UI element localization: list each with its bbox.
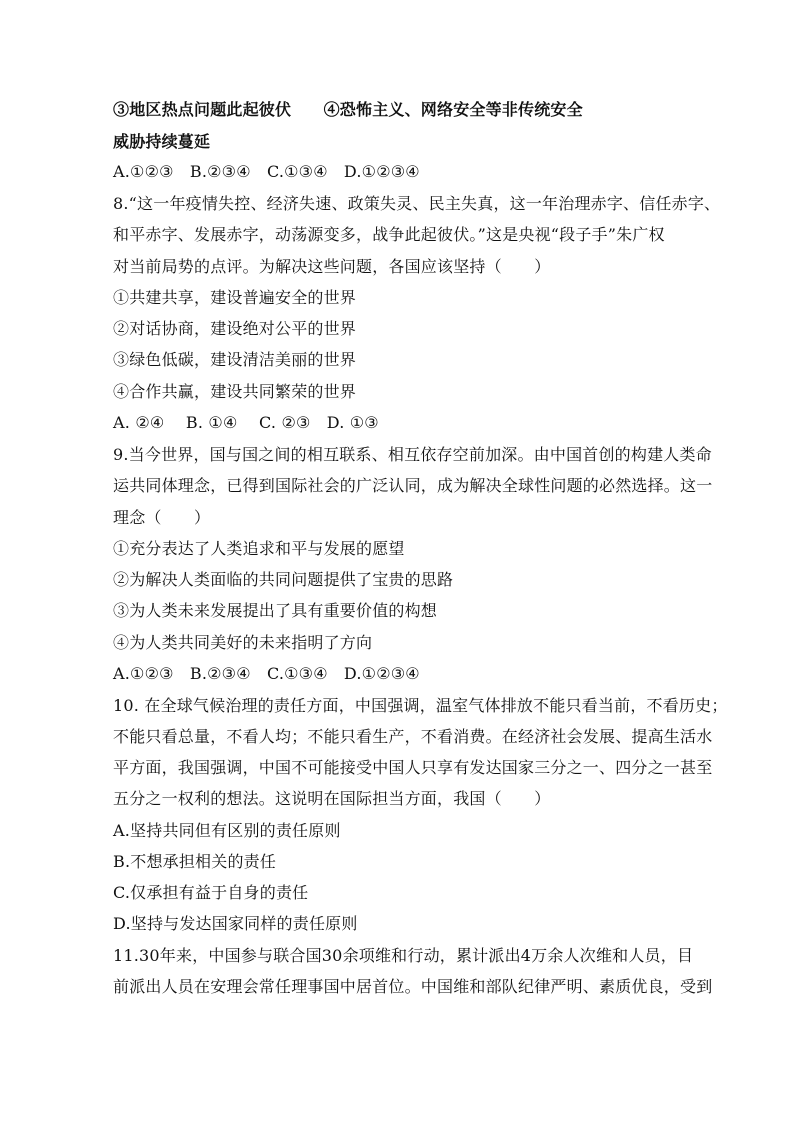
q8-option-1: ①共建共享，建设普遍安全的世界 bbox=[113, 288, 357, 307]
q8-option-2: ②对话协商，建设绝对公平的世界 bbox=[113, 319, 357, 338]
q10-option-b: B.不想承担相关的责任 bbox=[113, 852, 277, 871]
q8-option-3: ③绿色低碳，建设清洁美丽的世界 bbox=[113, 350, 357, 369]
q8-stem-line-3: 对当前局势的点评。为解决这些问题，各国应该坚持（ ） bbox=[113, 257, 551, 276]
q11-stem-line-1: 11.30年来，中国参与联合国30余项维和行动，累计派出4万余人次维和人员，目 bbox=[113, 946, 694, 965]
q9-option-3: ③为人类未来发展提出了具有重要价值的构想 bbox=[113, 601, 438, 620]
q9-option-4: ④为人类共同美好的未来指明了方向 bbox=[113, 633, 373, 652]
q7-option-line-3-4: ③地区热点问题此起彼伏 ④恐怖主义、网络安全等非传统安全 bbox=[113, 100, 583, 119]
q7-option-line-cont: 威胁持续蔓延 bbox=[113, 132, 211, 151]
q8-option-4: ④合作共赢，建设共同繁荣的世界 bbox=[113, 382, 357, 401]
q9-stem-line-1: 9.当今世界，国与国之间的相互联系、相互依存空前加深。由中国首创的构建人类命 bbox=[113, 445, 712, 464]
q9-answer-choices: A.①②③ B.②③④ C.①③④ D.①②③④ bbox=[113, 664, 420, 683]
q10-stem-line-2: 不能只看总量，不看人均；不能只看生产，不看消费。在经济社会发展、提高生活水 bbox=[113, 727, 713, 746]
q10-option-a: A.坚持共同但有区别的责任原则 bbox=[113, 821, 341, 840]
q7-answer-choices: A.①②③ B.②③④ C.①③④ D.①②③④ bbox=[113, 162, 420, 181]
q10-stem-line-4: 五分之一权利的想法。这说明在国际担当方面，我国（ ） bbox=[113, 789, 551, 808]
q10-stem-line-3: 平方面，我国强调，中国不可能接受中国人只享有发达国家三分之一、四分之一甚至 bbox=[113, 758, 713, 777]
q10-option-c: C.仅承担有益于自身的责任 bbox=[113, 883, 309, 902]
q8-answer-choices: A. ②④ B. ①④ C. ②③ D. ①③ bbox=[113, 413, 379, 432]
q9-stem-line-3: 理念（ ） bbox=[113, 508, 211, 527]
q10-option-d: D.坚持与发达国家同样的责任原则 bbox=[113, 914, 358, 933]
q9-stem-line-2: 运共同体理念，已得到国际社会的广泛认同，成为解决全球性问题的必然选择。这一 bbox=[113, 476, 713, 495]
q8-stem-line-2: 和平赤字、发展赤字，动荡源变多，战争此起彼伏。”这是央视“段子手”朱广权 bbox=[113, 225, 665, 244]
q8-stem-line-1: 8.“这一年疫情失控、经济失速、政策失灵、民主失真，这一年治理赤字、信任赤字、 bbox=[113, 194, 721, 213]
q9-option-1: ①充分表达了人类追求和平与发展的愿望 bbox=[113, 539, 405, 558]
q9-option-2: ②为解决人类面临的共同问题提供了宝贵的思路 bbox=[113, 570, 454, 589]
q10-stem-line-1: 10. 在全球气候治理的责任方面，中国强调，温室气体排放不能只看当前，不看历史； bbox=[113, 696, 728, 715]
q11-stem-line-2: 前派出人员在安理会常任理事国中居首位。中国维和部队纪律严明、素质优良，受到 bbox=[113, 977, 713, 996]
